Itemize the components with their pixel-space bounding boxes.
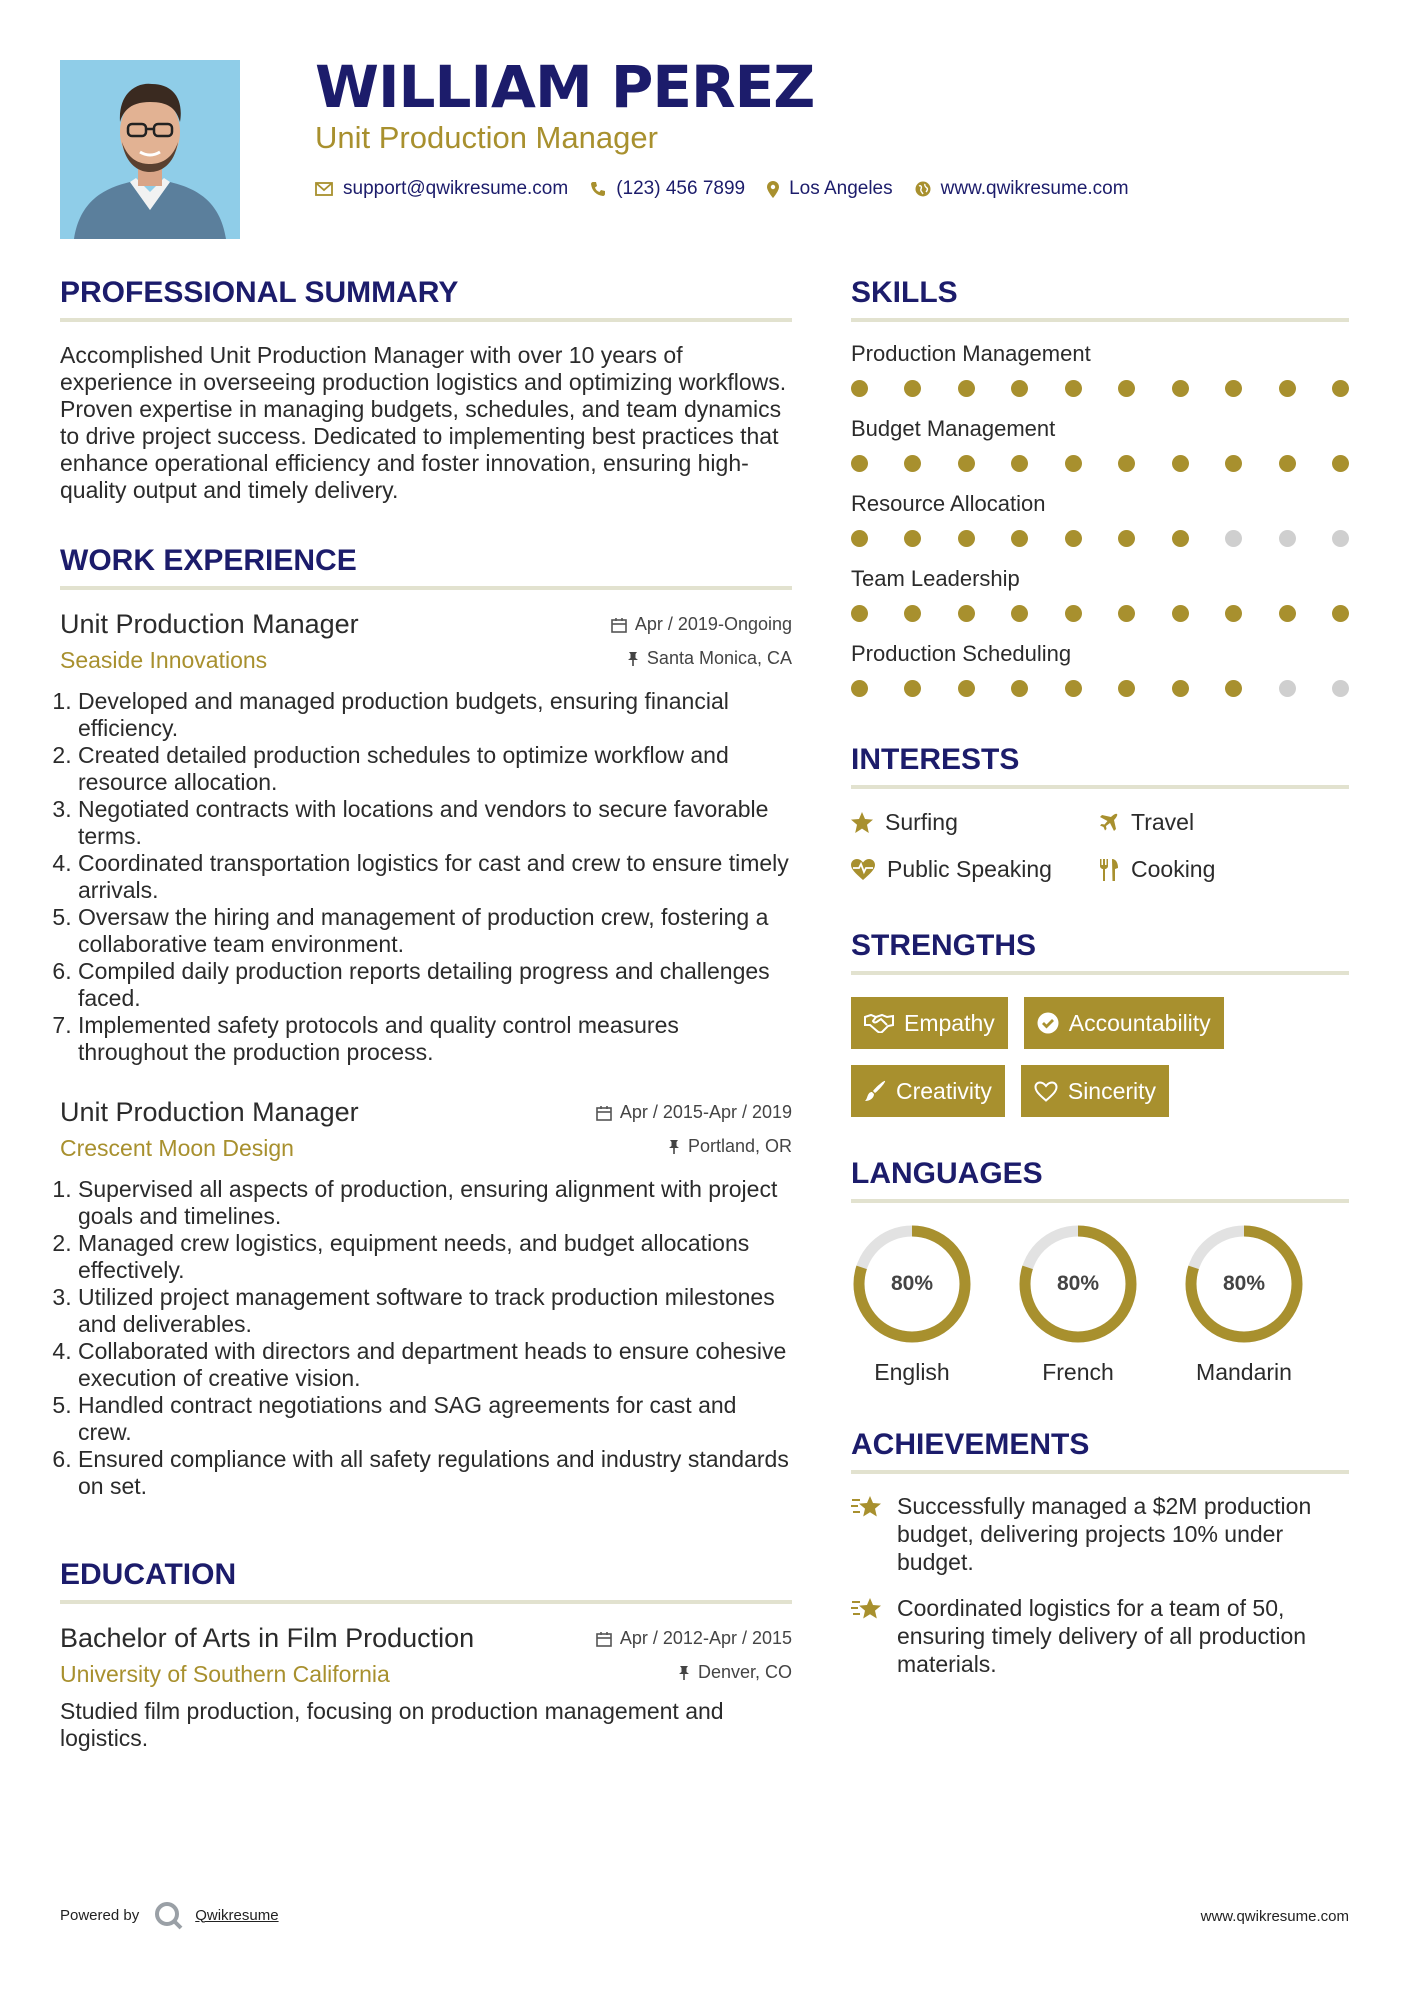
summary-heading: PROFESSIONAL SUMMARY: [60, 278, 792, 322]
job-bullet: 2. Created detailed production schedules to optimize workflow and resource allocation.: [78, 742, 792, 796]
language-name: French: [1042, 1359, 1114, 1385]
job-title: Unit Production Manager: [60, 609, 359, 639]
job-bullets: [60, 688, 792, 1066]
job-company: Seaside Innovations: [60, 647, 268, 673]
job-location-text: Santa Monica, CA: [646, 648, 792, 668]
strength-label: Accountability: [1068, 1009, 1211, 1036]
education-date: [596, 1628, 792, 1649]
education-degree: Bachelor of Arts in Film Production: [60, 1623, 475, 1653]
strength-badge: [1024, 997, 1224, 1049]
achievements-list: [851, 1492, 1349, 1678]
skill-name: Resource Allocation: [851, 491, 1046, 516]
job-location: [627, 648, 792, 669]
language-ring: [1017, 1223, 1139, 1345]
skill-dot: [1118, 455, 1135, 472]
skill-dot: [1065, 530, 1082, 547]
strength-badge: [851, 1065, 1005, 1117]
skill-dot: [1332, 605, 1349, 622]
skill-name: Team Leadership: [851, 566, 1020, 591]
language-percent: 80%: [1056, 1272, 1100, 1295]
contact-email-text: support@qwikresume.com: [343, 178, 569, 199]
job-bullet: 6. Ensured compliance with all safety regulations and industry standards on set.: [78, 1446, 792, 1500]
skill-dot: [1279, 380, 1296, 397]
skill-dot: [904, 530, 921, 547]
job-bullet: 1. Supervised all aspects of production, ensuring alignment with project goals and timelines.: [78, 1176, 792, 1230]
job-bullet: 4. Coordinated transportation logistics for cast and crew to ensure timely arrivals.: [78, 850, 792, 904]
calendar-icon: [596, 1631, 612, 1647]
skill-dot: [1225, 455, 1242, 472]
map-marker-icon: [767, 181, 779, 198]
skill-dot: [1172, 680, 1189, 697]
skill-rating: [851, 530, 1349, 547]
languages-list: [851, 1223, 1349, 1386]
skill-rating: [851, 605, 1349, 622]
contact-phone[interactable]: [590, 178, 745, 200]
skill-dot: [958, 605, 975, 622]
skill-item: [851, 340, 1349, 397]
footer-powered: [60, 1900, 279, 1930]
contact-website[interactable]: [915, 178, 1129, 200]
skill-item: [851, 415, 1349, 472]
skill-dot: [1332, 680, 1349, 697]
skill-dot: [904, 605, 921, 622]
job-location: [668, 1136, 792, 1157]
skill-dot: [1011, 530, 1028, 547]
skill-dot: [1279, 605, 1296, 622]
contact-website-text: www.qwikresume.com: [940, 178, 1129, 199]
strength-label: Creativity: [896, 1077, 992, 1104]
skill-dot: [1011, 680, 1028, 697]
job-bullet: 5. Handled contract negotiations and SAG agreements for cast and crew.: [78, 1392, 792, 1446]
skill-dot: [1118, 530, 1135, 547]
skill-dot: [851, 380, 868, 397]
job-bullet: 5. Oversaw the hiring and management of production crew, fostering a collaborative team environment.: [78, 904, 792, 958]
skill-dot: [958, 380, 975, 397]
achievements-heading: ACHIEVEMENTS: [851, 1430, 1349, 1474]
education-location: [678, 1662, 792, 1683]
skill-dot: [958, 680, 975, 697]
skill-dot: [1118, 680, 1135, 697]
skill-dot: [958, 455, 975, 472]
job-date: [611, 614, 792, 635]
skill-dot: [1065, 380, 1082, 397]
interest-label: Surfing: [885, 809, 958, 835]
skill-item: [851, 640, 1349, 697]
skill-dot: [1011, 455, 1028, 472]
interest-label: Public Speaking: [887, 856, 1052, 882]
strength-badge: [1021, 1065, 1169, 1117]
heartbeat-icon: [851, 859, 875, 880]
footer-brand-link[interactable]: Qwikresume: [195, 1906, 279, 1924]
contact-bar: [315, 178, 1151, 200]
skill-dot: [1225, 680, 1242, 697]
experience-heading: WORK EXPERIENCE: [60, 546, 792, 590]
skill-dot: [958, 530, 975, 547]
summary-text: Accomplished Unit Production Manager with over 10 years of experience in overseeing production logistics and optimizing workflows. Proven expertise in managing budgets, schedules, and team dynamics to drive project success. Dedicated to implementing best practices that enhance operational efficiency and foster innovation, ensuring high-quality output and timely delivery.: [60, 342, 787, 503]
language-item: [851, 1223, 1017, 1386]
skill-dot: [1065, 605, 1082, 622]
right-column: [851, 278, 1349, 1678]
envelope-icon: [315, 182, 333, 196]
job-bullets: [60, 1176, 792, 1500]
skill-item: [851, 565, 1349, 622]
interest-item: [851, 856, 1099, 883]
globe-icon: [915, 181, 931, 197]
job-bullet: 3. Utilized project management software to track production milestones and deliverables.: [78, 1284, 792, 1338]
skill-dot: [1065, 455, 1082, 472]
job-title: Unit Production Manager: [60, 1097, 359, 1127]
skill-dot: [1118, 605, 1135, 622]
interest-label: Travel: [1131, 809, 1195, 835]
skills-list: [851, 340, 1349, 697]
skill-dot: [851, 455, 868, 472]
strengths-list: [851, 997, 1349, 1117]
skill-dot: [1172, 380, 1189, 397]
footer-url[interactable]: www.qwikresume.com: [1200, 1908, 1349, 1925]
interest-item: [851, 809, 1099, 836]
skill-dot: [1011, 605, 1028, 622]
skill-dot: [1279, 455, 1296, 472]
skill-dot: [1279, 530, 1296, 547]
calendar-icon: [596, 1105, 612, 1121]
shooting-star-icon: [851, 1596, 883, 1622]
interest-item: [1099, 856, 1349, 883]
skill-name: Budget Management: [851, 416, 1056, 441]
job-bullet: 4. Collaborated with directors and department heads to ensure cohesive execution of creative vision.: [78, 1338, 792, 1392]
skill-item: [851, 490, 1349, 547]
skill-dot: [1225, 605, 1242, 622]
skill-dot: [904, 455, 921, 472]
job-bullet: 3. Negotiated contracts with locations and vendors to secure favorable terms.: [78, 796, 792, 850]
skill-dot: [1332, 380, 1349, 397]
calendar-icon: [611, 617, 627, 633]
education-heading: EDUCATION: [60, 1560, 792, 1604]
contact-location-text: Los Angeles: [789, 178, 893, 199]
skills-heading: SKILLS: [851, 278, 1349, 322]
languages-heading: LANGUAGES: [851, 1159, 1349, 1203]
pin-icon: [678, 1665, 690, 1681]
job-bullet: 6. Compiled daily production reports detailing progress and challenges faced.: [78, 958, 792, 1012]
skill-dot: [1172, 530, 1189, 547]
skill-dot: [851, 530, 868, 547]
job-entry: [60, 608, 792, 1066]
interests-heading: INTERESTS: [851, 745, 1349, 789]
phone-icon: [590, 181, 606, 197]
skill-dot: [904, 380, 921, 397]
language-name: Mandarin: [1196, 1359, 1292, 1385]
skill-dot: [1225, 380, 1242, 397]
skill-dot: [1118, 380, 1135, 397]
language-percent: 80%: [890, 1272, 934, 1295]
skill-rating: [851, 380, 1349, 397]
pin-icon: [668, 1139, 680, 1155]
achievement-item: [851, 1492, 1349, 1576]
skill-rating: [851, 680, 1349, 697]
skill-rating: [851, 455, 1349, 472]
plane-icon: [1099, 813, 1119, 833]
strength-label: Empathy: [904, 1009, 995, 1036]
language-percent: 80%: [1222, 1272, 1266, 1295]
contact-email[interactable]: [315, 178, 568, 200]
skill-dot: [1065, 680, 1082, 697]
education-description: Studied film production, focusing on production management and logistics.: [60, 1698, 724, 1751]
brush-icon: [864, 1080, 886, 1102]
language-name: English: [874, 1359, 950, 1385]
skill-dot: [1332, 530, 1349, 547]
job-bullet: 7. Implemented safety protocols and quality control measures throughout the production process.: [78, 1012, 792, 1066]
education-entry: [60, 1622, 792, 1752]
education-date-text: Apr / 2012-Apr / 2015: [619, 1628, 792, 1648]
star-icon: [851, 812, 873, 833]
left-column: [60, 278, 792, 1752]
job-entry: [60, 1096, 792, 1500]
achievement-text: Coordinated logistics for a team of 50, ensuring timely delivery of all production materials.: [897, 1595, 1307, 1677]
skill-dot: [1172, 605, 1189, 622]
handshake-icon: [864, 1013, 894, 1033]
check-circle-icon: [1037, 1012, 1059, 1034]
skill-dot: [1332, 455, 1349, 472]
candidate-name: WILLIAM PEREZ: [315, 53, 815, 121]
skill-dot: [904, 680, 921, 697]
contact-location: [767, 178, 893, 200]
interest-label: Cooking: [1131, 856, 1216, 882]
job-bullet: 1. Developed and managed production budgets, ensuring financial efficiency.: [78, 688, 792, 742]
interest-item: [1099, 809, 1349, 836]
job-location-text: Portland, OR: [687, 1136, 792, 1156]
skill-dot: [1011, 380, 1028, 397]
skill-dot: [851, 605, 868, 622]
strength-badge: [851, 997, 1008, 1049]
job-company: Crescent Moon Design: [60, 1135, 294, 1161]
strengths-heading: STRENGTHS: [851, 931, 1349, 975]
education-school: University of Southern California: [60, 1661, 390, 1687]
skill-dot: [1172, 455, 1189, 472]
job-date-text: Apr / 2019-Ongoing: [634, 614, 792, 634]
education-location-text: Denver, CO: [697, 1662, 792, 1682]
shooting-star-icon: [851, 1494, 883, 1520]
strength-label: Sincerity: [1067, 1077, 1157, 1104]
footer-powered-text: Powered by: [60, 1906, 140, 1924]
achievement-item: [851, 1594, 1349, 1678]
job-date-text: Apr / 2015-Apr / 2019: [619, 1102, 792, 1122]
language-ring: [1183, 1223, 1305, 1345]
achievement-text: Successfully managed a $2M production budget, delivering projects 10% under budget.: [897, 1493, 1312, 1575]
heart-icon: [1034, 1081, 1058, 1102]
contact-phone-text: (123) 456 7899: [616, 178, 746, 199]
profile-photo: [60, 60, 240, 239]
language-item: [1017, 1223, 1183, 1386]
interests-list: [851, 809, 1349, 883]
skill-name: Production Scheduling: [851, 641, 1072, 666]
job-bullet: 2. Managed crew logistics, equipment needs, and budget allocations effectively.: [78, 1230, 792, 1284]
skill-dot: [1279, 680, 1296, 697]
utensils-icon: [1099, 859, 1119, 881]
skill-name: Production Management: [851, 341, 1091, 366]
skill-dot: [851, 680, 868, 697]
language-ring: [851, 1223, 973, 1345]
pin-icon: [627, 651, 639, 667]
job-date: [596, 1102, 792, 1123]
skill-dot: [1225, 530, 1242, 547]
language-item: [1183, 1223, 1349, 1386]
candidate-role: Unit Production Manager: [315, 120, 658, 155]
qwikresume-logo-icon: [153, 1900, 183, 1930]
